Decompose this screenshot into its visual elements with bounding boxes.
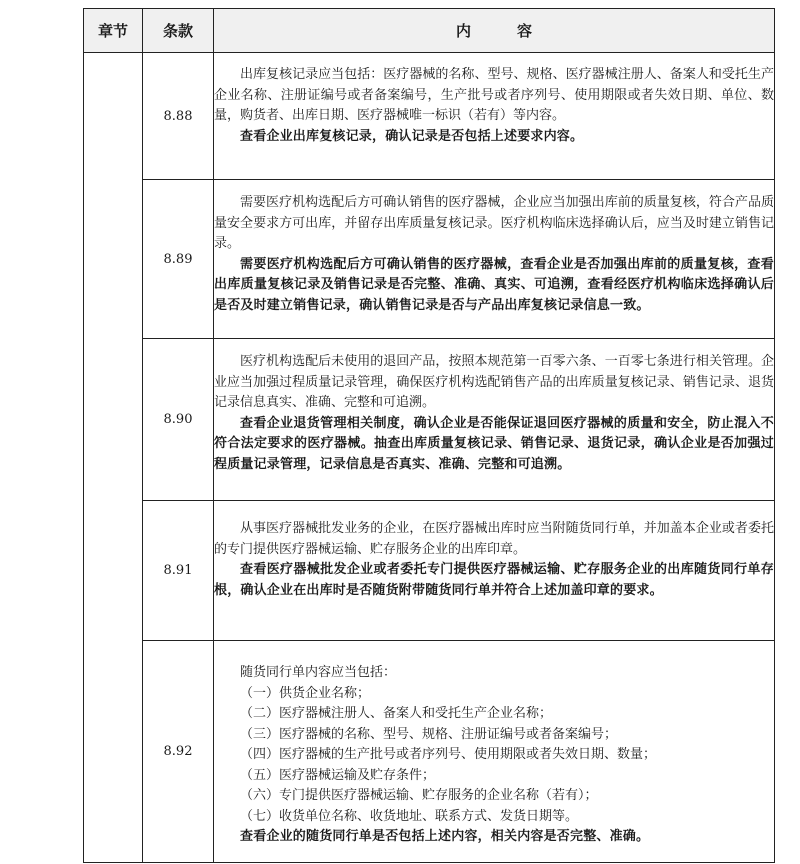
clause-number: 8.92 bbox=[143, 641, 214, 863]
requirement-text: 从事医疗器械批发业务的企业，在医疗器械出库时应当附随货同行单，并加盖本企业或者委托的专门提供医疗器械运输、贮存服务企业的出库印章。 bbox=[214, 521, 774, 557]
requirement-text: 医疗机构选配后未使用的退回产品，按照本规范第一百零六条、一百零七条进行相关管理。企业应当加强过程质量记录管理，确保医疗机构选配销售产品的出库质量复核记录、销售记录、退货记录信息真实、准确、完整和可追溯。 bbox=[214, 354, 774, 410]
clause-content bbox=[214, 641, 775, 863]
clause-number: 8.91 bbox=[143, 501, 214, 641]
clause-number: 8.89 bbox=[143, 180, 214, 339]
check-method-text: 需要医疗机构选配后方可确认销售的医疗器械，查看企业是否加强出库前的质量复核，查看出库质量复核记录及销售记录是否完整、准确、真实、可追溯，查看经医疗机构临床选择确认后是否及时建立销售记录，确认销售记录是否与产品出库复核记录信息一致。 bbox=[214, 256, 774, 313]
header-content bbox=[214, 9, 775, 53]
list-item: （七）收货单位名称、收货地址、联系方式、发货日期等。 bbox=[240, 808, 579, 824]
list-item: （一）供货企业名称； bbox=[240, 685, 371, 701]
table-row bbox=[84, 180, 775, 339]
check-method-text: 查看企业退货管理相关制度，确认企业是否能保证退回医疗器械的质量和安全，防止混入不符合法定要求的医疗器械。抽查出库质量复核记录、销售记录、退货记录，确认企业是否加强过程质量记录管理，记录信息是否真实、准确、完整和可追溯。 bbox=[214, 415, 774, 472]
table-row bbox=[84, 53, 775, 180]
header-row bbox=[84, 9, 775, 53]
list-item: （二）医疗器械注册人、备案人和受托生产企业名称； bbox=[240, 706, 553, 721]
header-section: 章节 bbox=[84, 9, 143, 53]
list-lead-text: 随货同行单内容应当包括： bbox=[240, 665, 397, 680]
check-method-text: 查看医疗器械批发企业或者委托专门提供医疗器械运输、贮存服务企业的出库随货同行单存根，确认企业在出库时是否随货附带随货同行单并符合上述加盖印章的要求。 bbox=[214, 562, 774, 598]
clause-content bbox=[214, 53, 775, 180]
requirement-text: 出库复核记录应当包括：医疗器械的名称、型号、规格、医疗器械注册人、备案人和受托生产企业名称、注册证编号或者备案编号，生产批号或者序列号、使用期限或者失效日期、单位、数量，购货者、出库日期、医疗器械唯一标识（若有）等内容。 bbox=[214, 67, 774, 123]
table-row bbox=[84, 501, 775, 641]
section-cell bbox=[84, 53, 143, 863]
list-item: （五）医疗器械运输及贮存条件； bbox=[240, 767, 436, 783]
header-content-label: 内容 bbox=[455, 22, 578, 40]
clause-content bbox=[214, 180, 775, 339]
list-item: （四）医疗器械的生产批号或者序列号、使用期限或者失效日期、数量； bbox=[240, 747, 657, 762]
requirement-text: 需要医疗机构选配后方可确认销售的医疗器械，企业应当加强出库前的质量复核，符合产品质量安全要求方可出库，并留存出库质量复核记录。医疗机构临床选择确认后，应当及时建立销售记录。 bbox=[214, 195, 774, 251]
regulation-table bbox=[83, 8, 775, 863]
table-row bbox=[84, 641, 775, 863]
check-method-text: 查看企业的随货同行单是否包括上述内容，相关内容是否完整、准确。 bbox=[240, 829, 650, 844]
clause-number: 8.88 bbox=[143, 53, 214, 180]
check-method-text: 查看企业出库复核记录，确认记录是否包括上述要求内容。 bbox=[240, 128, 584, 144]
table-row bbox=[84, 339, 775, 501]
list-item: （六）专门提供医疗器械运输、贮存服务的企业名称（若有）； bbox=[240, 788, 598, 803]
clause-number: 8.90 bbox=[143, 339, 214, 501]
clause-content bbox=[214, 339, 775, 501]
list-item: （三）医疗器械的名称、型号、规格、注册证编号或者备案编号； bbox=[240, 726, 618, 742]
header-clause: 条款 bbox=[143, 9, 214, 53]
clause-content bbox=[214, 501, 775, 641]
